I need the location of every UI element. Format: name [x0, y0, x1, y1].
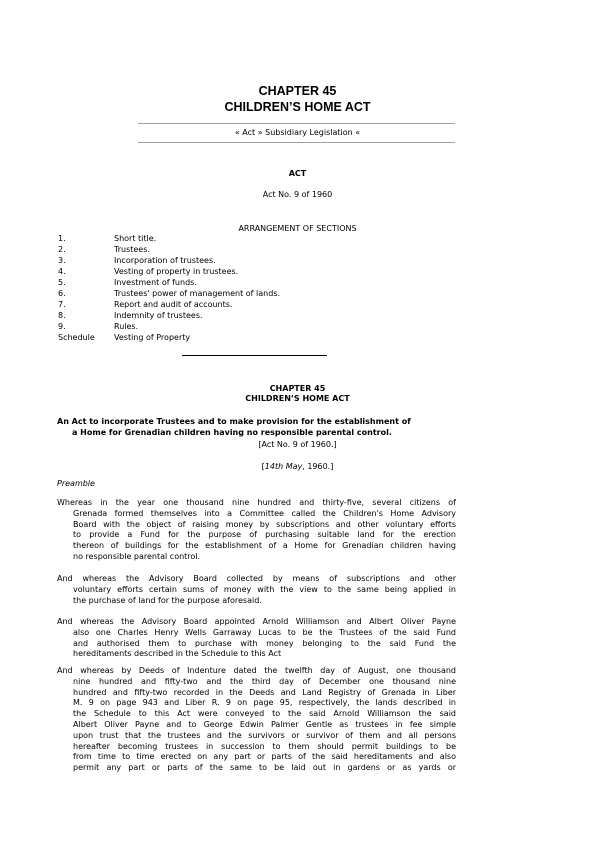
act-label: ACT [288, 169, 307, 178]
date-day: 14th May [264, 462, 303, 471]
paragraph-line: the Schedule to this Act were conveyed to the said Arnold Williamson the said [73, 709, 456, 719]
date-prefix: [ [261, 462, 265, 471]
paragraph-line: permit any part or parts of the same to be laid out in gardens or as yards or [73, 763, 456, 773]
sections-list [58, 233, 538, 343]
section-number: 3. [58, 256, 66, 265]
preamble-paragraph [57, 666, 456, 774]
paragraph-line: Board with the object of raising money by subscriptions and other voluntary efforts [73, 519, 456, 529]
section-title: Incorporation of trustees. [114, 256, 216, 265]
act-name-heading: CHILDREN’S HOME ACT [224, 100, 371, 114]
section-title: Report and audit of accounts. [114, 300, 233, 309]
preamble-paragraph [57, 574, 456, 606]
long-title [57, 417, 457, 438]
enactment-date [0, 462, 595, 472]
nav-links[interactable]: « Act » Subsidiary Legislation « [234, 128, 361, 137]
section-row[interactable] [58, 233, 538, 244]
long-title-line-2: a Home for Grenadian children having no responsible parental control. [72, 427, 392, 437]
body-chapter-heading: CHAPTER 45 [269, 384, 326, 393]
paragraph-line: the purchase of land for the purpose aforesaid. [73, 595, 262, 605]
long-title-line-1: An Act to incorporate Trustees and to make provision for the establishment of [57, 417, 411, 426]
section-row[interactable] [58, 288, 538, 299]
section-number: 2. [58, 245, 66, 254]
paragraph-line: Grenada formed themselves into a Committee called the Children's Home Advisory [73, 508, 456, 518]
chapter-heading: CHAPTER 45 [258, 84, 337, 98]
section-row[interactable] [58, 277, 538, 288]
paragraph-line: thereon of buildings for the establishment of a Home for Grenadian children having [73, 541, 456, 551]
paragraph-line: and authorised them to purchase with money belonging to the said Fund the [73, 638, 456, 648]
section-row[interactable] [58, 332, 538, 343]
section-title: Trustees' power of management of lands. [114, 289, 281, 298]
section-divider [182, 355, 327, 356]
section-title: Investment of funds. [114, 278, 197, 287]
act-reference: [Act No. 9 of 1960.] [258, 440, 337, 449]
section-row[interactable] [58, 255, 538, 266]
paragraph-line: upon trust that the trustees and the survivors or survivor of them and all persons [73, 730, 456, 740]
act-number: Act No. 9 of 1960 [262, 190, 333, 199]
section-title: Rules. [114, 322, 139, 331]
paragraph-line: M. 9 on page 943 and Liber R. 9 on page 95, respectively, the lands described in [73, 698, 456, 708]
section-title: Vesting of Property [114, 333, 191, 342]
paragraph-line: nine hundred and fifty-two and the third day of December one thousand nine [73, 676, 456, 686]
paragraph-line: And whereas by Deeds of Indenture dated the twelfth day of August, one thousand [57, 666, 456, 675]
paragraph-line: from time to time erected on any part or parts of the said hereditaments and also [73, 752, 456, 762]
section-number: 8. [58, 311, 66, 320]
nav-bottom-rule [138, 142, 455, 143]
paragraph-line: to provide a Fund for the purpose of purchasing suitable land for the erection [73, 530, 456, 540]
paragraph-line: hereditaments described in the Schedule to this Act [73, 649, 282, 659]
paragraph-line: hundred and fifty-two recorded in the Deeds and Land Registry of Grenada in Liber [73, 687, 456, 697]
section-title: Short title. [114, 234, 157, 243]
section-title: Indemnity of trustees. [114, 311, 203, 320]
section-number: 1. [58, 234, 66, 243]
section-row[interactable] [58, 310, 538, 321]
paragraph-line: voluntary efforts certain sums of money with the view to the same being applied in [73, 584, 456, 594]
date-suffix: , 1960.] [302, 462, 334, 471]
section-row[interactable] [58, 266, 538, 277]
body-act-name: CHILDREN’S HOME ACT [245, 394, 350, 403]
section-number: 7. [58, 300, 66, 309]
preamble-paragraph [57, 617, 456, 660]
section-number: 9. [58, 322, 66, 331]
section-row[interactable] [58, 321, 538, 332]
paragraph-line: And whereas the Advisory Board appointed Arnold Williamson and Albert Oliver Payne [57, 617, 456, 626]
paragraph-line: hereafter becoming trustees in succession to them should permit buildings to be [73, 741, 456, 751]
paragraph-line: also one Charles Henry Wells Garraway Lucas to be the Trustees of the said Fund [73, 627, 456, 637]
top-rule [138, 123, 455, 124]
section-number: Schedule [58, 333, 95, 342]
section-title: Trustees. [114, 245, 150, 254]
section-row[interactable] [58, 299, 538, 310]
preamble-paragraph [57, 498, 456, 563]
section-number: 4. [58, 267, 66, 276]
section-number: 5. [58, 278, 66, 287]
paragraph-line: Whereas in the year one thousand nine hundred and thirty-five, several citizens of [57, 498, 456, 507]
section-title: Vesting of property in trustees. [114, 267, 239, 276]
paragraph-line: Albert Oliver Payne and to George Edwin Palmer Gentle as trustees in fee simple [73, 719, 456, 729]
arrangement-title: ARRANGEMENT OF SECTIONS [238, 224, 357, 233]
preamble-label: Preamble [57, 479, 95, 488]
paragraph-line: And whereas the Advisory Board collected by means of subscriptions and other [57, 574, 456, 583]
section-row[interactable] [58, 244, 538, 255]
section-number: 6. [58, 289, 66, 298]
paragraph-line: no responsible parental control. [73, 551, 201, 561]
